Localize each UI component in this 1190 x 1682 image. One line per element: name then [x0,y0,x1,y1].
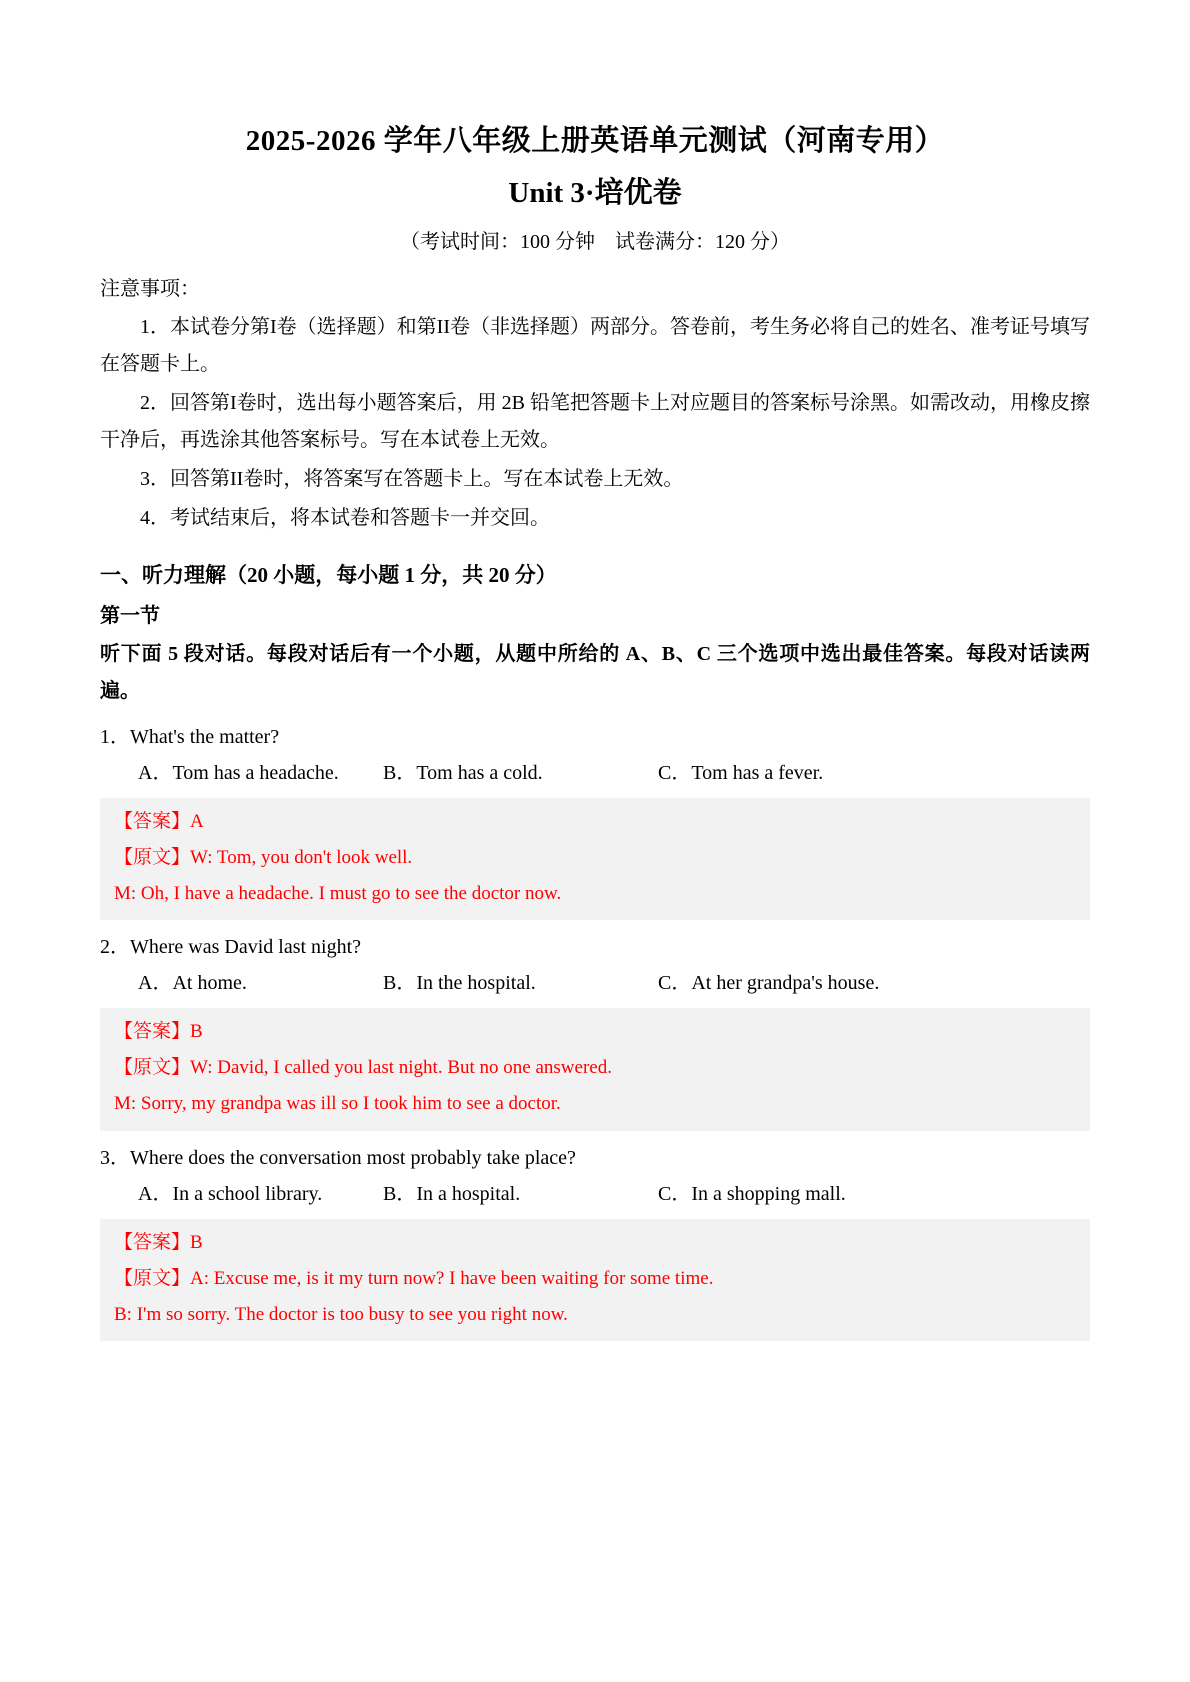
question-stem [100,1141,1090,1175]
answer-line [114,1225,1076,1261]
option-a[interactable]: A．In a school library. [138,1182,323,1205]
script-line: M: Oh, I have a headache. I must go to see the doctor now. [114,883,562,905]
answer-line [114,804,1076,840]
option-c[interactable]: C．Tom has a fever. [658,762,824,784]
page-title: 2025-2026 学年八年级上册英语单元测试（河南专用） [245,125,945,157]
script-tag: 【原文】 [114,1057,191,1079]
answer-value: B [190,1231,203,1253]
option-c[interactable]: C．At her grandpa's house. [658,972,880,995]
script-text: W: David, I called you last night. But no one answered. [190,1057,612,1079]
script-text: A: Excuse me, is it my turn now? I have been waiting for some time. [190,1267,714,1289]
question-number: 2． [100,936,130,959]
exam-info: （考试时间：100 分钟 试卷满分：120 分） [400,231,790,253]
question-text: Where does the conversation most probably take place? [130,1146,576,1169]
option-c[interactable]: C．In a shopping mall. [658,1182,846,1205]
answer-value: A [190,811,204,832]
question-number: 1． [100,726,130,748]
page-subtitle: Unit 3·培优卷 [508,176,682,209]
option-b[interactable]: B．In a hospital. [383,1182,521,1205]
notice-item: 1．本试卷分第I卷（选择题）和第II卷（非选择题）两部分。答卷前，考生务必将自己的姓名、准考证号填写在答题卡上。 [100,316,1090,375]
question-stem [100,930,1090,964]
section-heading: 一、听力理解（20 小题，每小题 1 分，共 20 分） [100,563,557,587]
question-stem [100,720,1090,754]
script-line [114,1261,1076,1297]
script-tag: 【原文】 [114,847,191,869]
script-text: W: Tom, you don't look well. [190,847,413,869]
option-b[interactable]: B．In the hospital. [383,972,536,995]
question-options [100,756,1090,790]
script-line [114,840,1076,876]
answer-block [100,1008,1090,1130]
notice-heading: 注意事项： [100,278,200,300]
answer-tag: 【答案】 [114,811,191,832]
answer-block [100,1219,1090,1341]
answer-block [100,798,1090,920]
notice-item: 4．考试结束后，将本试卷和答题卡一并交回。 [140,507,550,529]
answer-line [114,1014,1076,1050]
question-text: Where was David last night? [130,936,362,959]
question-options [100,1177,1090,1211]
script-line: M: Sorry, my grandpa was ill so I took him to see a doctor. [114,1093,561,1115]
question-number: 3． [100,1146,130,1169]
question-text: What's the matter? [130,726,280,748]
subsection-heading: 第一节 [100,605,160,627]
notice-item: 2．回答第I卷时，选出每小题答案后，用 2B 铅笔把答题卡上对应题目的答案标号涂黑。如需改动，用橡皮擦干净后，再选涂其他答案标号。写在本试卷上无效。 [100,392,1090,451]
option-a[interactable]: A．At home. [138,972,247,995]
section-instruction: 听下面 5 段对话。每段对话后有一个小题，从题中所给的 A、B、C 三个选项中选出最佳答案。每段对话读两遍。 [100,643,1090,702]
option-b[interactable]: B．Tom has a cold. [383,762,543,784]
answer-tag: 【答案】 [114,1021,191,1043]
script-line: B: I'm so sorry. The doctor is too busy to see you right now. [114,1303,568,1325]
option-a[interactable]: A．Tom has a headache. [138,762,339,784]
notice-item: 3．回答第II卷时，将答案写在答题卡上。写在本试卷上无效。 [140,468,684,490]
question-options [100,966,1090,1000]
answer-value: B [190,1021,203,1043]
answer-tag: 【答案】 [114,1231,191,1253]
script-tag: 【原文】 [114,1267,191,1289]
script-line [114,1050,1076,1086]
